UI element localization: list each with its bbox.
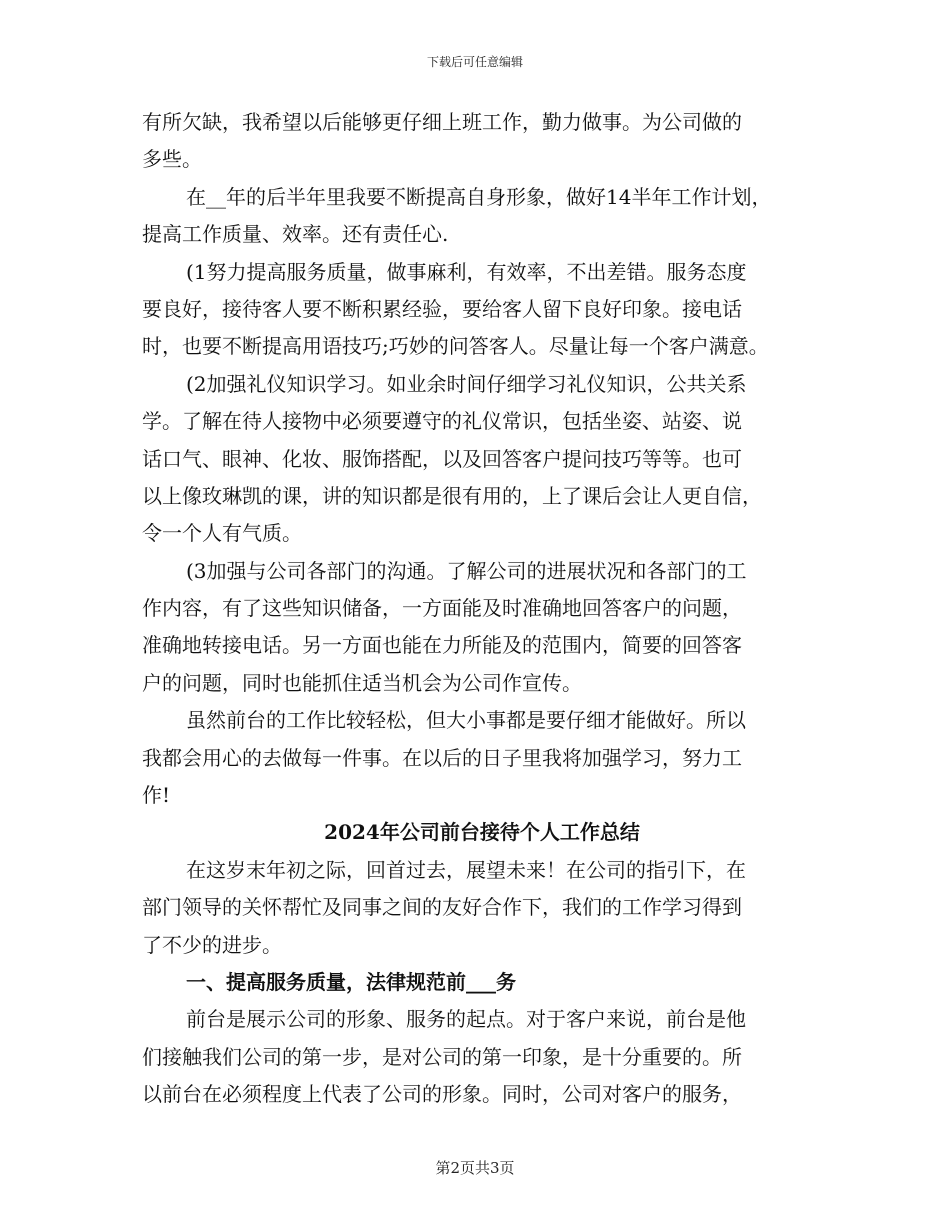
- page-footer: 第2页共3页: [435, 1159, 515, 1177]
- text-line: 在__年的后半年里我要不断提高自身形象，做好14半年工作计划，: [186, 184, 772, 209]
- text-line: 准确地转接电话。另一方面也能在力所能及的范围内，简要的回答客: [142, 633, 742, 658]
- text-line: 时，也要不断提高用语技巧;巧妙的问答客人。尽量让每一个客户满意。: [142, 334, 769, 359]
- text-line: (1努力提高服务质量，做事麻利，有效率，不出差错。服务态度: [186, 259, 747, 284]
- text-line: 前台是展示公司的形象、服务的起点。对于客户来说，前台是他: [186, 1007, 746, 1032]
- text-line: 作!: [142, 783, 171, 808]
- text-line: 部门领导的关怀帮忙及同事之间的友好合作下，我们的工作学习得到: [142, 895, 742, 920]
- text-line: (3加强与公司各部门的沟通。了解公司的进展状况和各部门的工: [186, 558, 747, 583]
- paragraph-1: [142, 104, 822, 179]
- text-line: 令一个人有气质。: [142, 521, 302, 546]
- text-line: 们接触我们公司的第一步，是对公司的第一印象，是十分重要的。所: [142, 1044, 742, 1069]
- text-line: (2加强礼仪知识学习。如业余时间仔细学习礼仪知识，公共关系: [186, 371, 747, 396]
- text-line: 以上像玫琳凯的课，讲的知识都是很有用的，上了课后会让人更自信，: [142, 483, 762, 508]
- text-line: 户的问题，同时也能抓住适当机会为公司作宣传。: [142, 670, 582, 695]
- paragraph-3: [142, 254, 822, 366]
- text-line: 学。了解在待人接物中必须要遵守的礼仪常识，包括坐姿、站姿、说: [142, 409, 742, 434]
- text-line: 作内容，有了这些知识储备，一方面能及时准确地回答客户的问题，: [142, 596, 742, 621]
- page-header: 下载后可任意编辑: [426, 55, 523, 69]
- text-line: 了不少的进步。: [142, 932, 282, 957]
- document-title: 2024年公司前台接待个人工作总结: [324, 820, 640, 845]
- text-line: 以前台在必须程度上代表了公司的形象。同时，公司对客户的服务，: [142, 1082, 742, 1107]
- paragraph-7: [142, 852, 822, 964]
- text-line: 提高工作质量、效率。还有责任心.: [142, 222, 449, 247]
- text-line: 话口气、眼神、化妆、服饰搭配，以及回答客户提问技巧等等。也可: [142, 446, 742, 471]
- text-line: 多些。: [142, 147, 202, 172]
- text-line: 要良好，接待客人要不断积累经验，要给客人留下良好印象。接电话: [142, 296, 742, 321]
- paragraph-6: [142, 702, 822, 814]
- text-line: 我都会用心的去做每一件事。在以后的日子里我将加强学习，努力工: [142, 745, 742, 770]
- paragraph-8: [142, 1001, 822, 1113]
- paragraph-4: [142, 366, 822, 553]
- text-line: 在这岁末年初之际，回首过去，展望未来！在公司的指引下，在: [186, 857, 746, 882]
- text-line: 虽然前台的工作比较轻松，但大小事都是要仔细才能做好。所以: [186, 708, 746, 733]
- document-body: [142, 104, 822, 1114]
- paragraph-2: [142, 179, 822, 254]
- section-heading: 一、提高服务质量，法律规范前___务: [186, 969, 516, 994]
- text-line: 有所欠缺，我希望以后能够更仔细上班工作，勤力做事。为公司做的: [142, 110, 742, 134]
- paragraph-5: [142, 553, 822, 703]
